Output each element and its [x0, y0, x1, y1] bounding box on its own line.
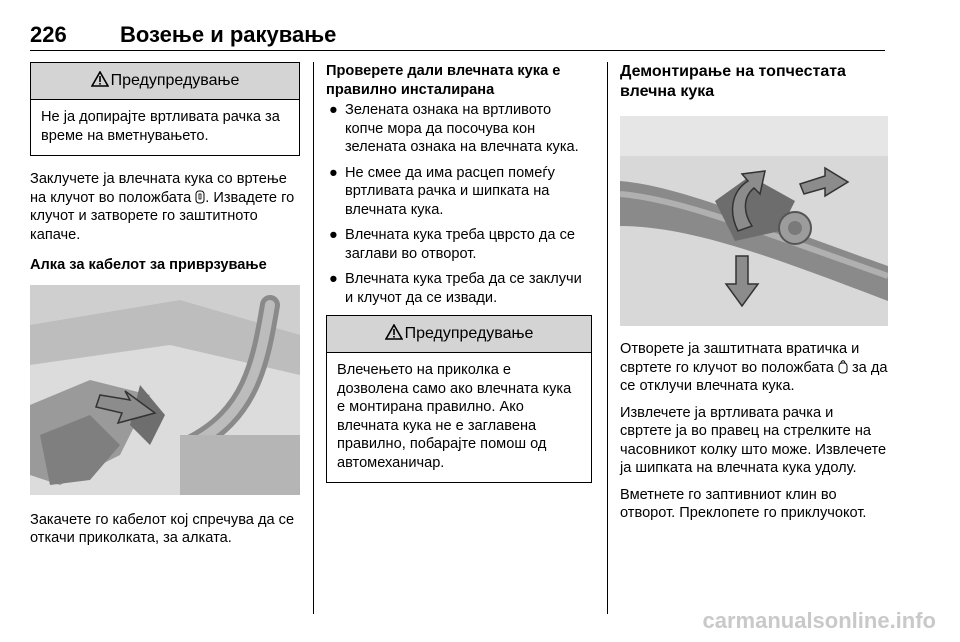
- paragraph: Вметнете го заптивниот клин во отворот. Преклопете го приклучокот.: [620, 486, 867, 521]
- list-item: ● Влечната кука треба да се заклучи и клучот да се извади.: [329, 271, 582, 306]
- column-right: [620, 62, 888, 523]
- list-item: ● Влечната кука треба цврсто да се заглави во отворот.: [329, 227, 576, 262]
- paragraph: Извлечете ја вртливата рачка и свртете ја во правец на стрелките на часовникот колку што може. Извлечете ја шипката на влечната кука удолу.: [620, 404, 887, 476]
- paragraph: [30, 170, 300, 244]
- paragraph-text: Отворете ја заштитната вратичка и свртете го клучот во положбата: [620, 341, 860, 376]
- list-item: ● Зелената ознака на вртливото копче мора да посочува кон зелената ознака на влечната кука.: [329, 102, 579, 155]
- warning-triangle-icon: [385, 324, 403, 340]
- section-heading: Алка за кабелот за приврзување: [30, 257, 267, 273]
- paragraph-text: Заклучете ја влечната кука со вртење на клучот во положбата: [30, 171, 287, 206]
- warning-text: Влечењето на приколка е дозволена само ако влечната кука е монтирана правилно. Ако влечната кука не е заглавена правилно, побарајте помош од автомеханичар.: [337, 362, 572, 471]
- tow-bar-removal-photo: [620, 116, 888, 326]
- column-divider: [313, 62, 314, 614]
- warning-triangle-icon: [91, 71, 109, 87]
- list-item: ● Не смее да има расцеп помеѓу вртливата рачка и шипката на влечната кука.: [329, 164, 555, 218]
- paragraph: [620, 340, 888, 396]
- paragraph-text: за да се отклучи влечната кука.: [620, 359, 888, 394]
- watermark: carmanualsonline.info: [702, 608, 936, 633]
- page-header: [30, 18, 885, 51]
- warning-title: Предупредување: [404, 325, 534, 342]
- page-number: 226: [30, 22, 67, 47]
- paragraph: Закачете го кабелот кој спречува да се откачи приколката, за алката.: [30, 511, 295, 546]
- section-heading: Проверете дали влечната кука е правилно инсталирана: [326, 63, 561, 98]
- column-middle: [326, 62, 592, 483]
- warning-box: [326, 315, 592, 483]
- key-position-lock-icon: [195, 190, 205, 204]
- page-title: Возење и ракување: [120, 22, 337, 47]
- towing-eye-photo: [30, 285, 300, 495]
- warning-header: [327, 316, 591, 353]
- column-left: [30, 62, 300, 548]
- warning-header: [31, 63, 299, 100]
- column-divider: [607, 62, 608, 614]
- warning-title: Предупредување: [110, 72, 240, 89]
- key-position-unlock-icon: [838, 360, 848, 374]
- section-heading: Демонтирање на топчестата влечна кука: [620, 63, 846, 100]
- paragraph-text: . Извадете го клучот и затворете го заштитното капаче.: [30, 189, 295, 243]
- warning-text: Не ја допирајте вртливата рачка за време на вметнувањето.: [41, 109, 280, 144]
- warning-box: [30, 62, 300, 156]
- check-list: [326, 101, 592, 307]
